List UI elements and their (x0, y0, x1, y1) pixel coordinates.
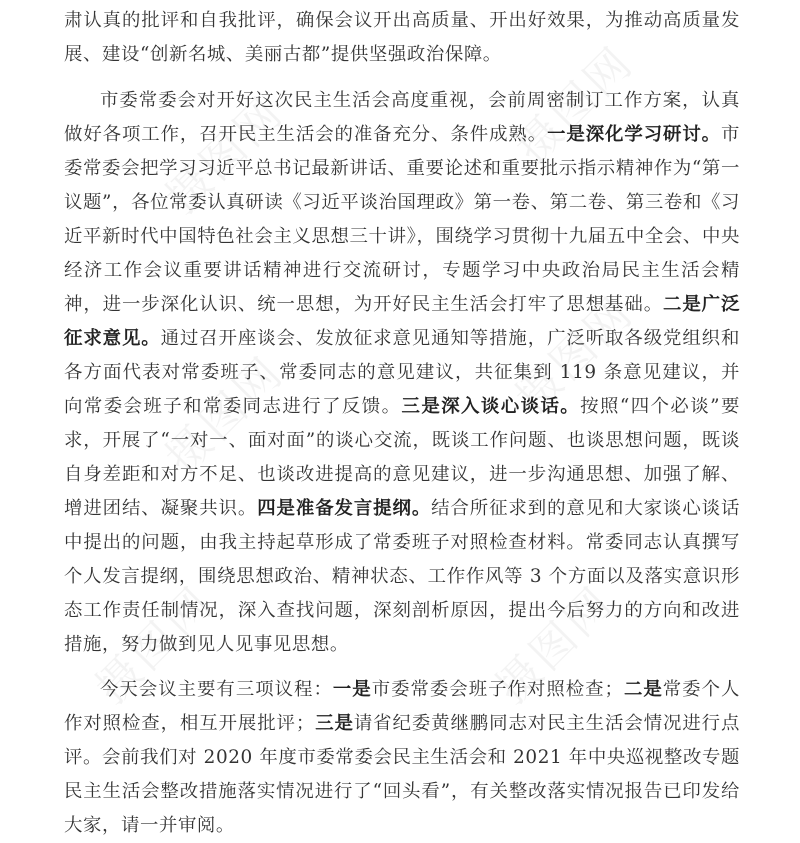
body-text: 请省纪委黄继鹏同志对民主生活会情况进行点评。会前我们对 2020 年度市委常委会民主生活会和 2021 年中央巡视整改专题民主生活会整改措施落实情况进行了“回头看”，有关整改落实情况报告已印发给大家，请一并审阅。 (64, 713, 740, 836)
body-text: 市委常委会把学习习近平总书记最新讲话、重要论述和重要批示指示精神作为“第一议题”，各位常委认真研读《习近平谈治国理政》第一卷、第二卷、第三卷和《习近平新时代中国特色社会主义思想三十讲》，围绕学习贯彻十九届五中全会、中央经济工作会议重要讲话精神进行交流研讨，专题学习中央政治局民主生活会精神，进一步深化认识、统一思想，为开好民主生活会打牢了思想基础。 (64, 124, 740, 315)
body-text: 通过召开座谈会、发放征求意见通知等措施，广泛听取各级党组织和各方面代表对常委班子、常委同志的意见建议，共征集到 119 条意见建议，并向常委会班子和常委同志进行了反馈。 (64, 328, 740, 417)
bold-heading-text: 二是广泛征求意见。 (64, 294, 740, 349)
body-text: 结合所征求到的意见和大家谈心谈话中提出的问题，由我主持起草形成了常委班子对照检查材料。常委同志认真撰写个人发言提纲，围绕思想政治、精神状态、工作作风等 3 个方面以及落实意识形态工作责任制情况，深入查找问题，深刻剖析原因，提出今后努力的方向和改进措施，努力做到见人见事见思想。 (64, 498, 740, 655)
body-text: 今天会议主要有三项议程： (100, 679, 333, 700)
body-text: 肃认真的批评和自我批评，确保会议开出高质量、开出好效果，为推动高质量发展、建设“创新名城、美丽古都”提供坚强政治保障。 (64, 10, 740, 65)
bold-heading-text: 四是准备发言提纲。 (257, 498, 432, 519)
body-text: 市委常委会班子作对照检查； (371, 679, 624, 700)
bold-heading-text: 二是 (623, 679, 663, 700)
body-text: 常委个人作对照检查，相互开展批评； (64, 679, 740, 734)
paragraph-2 (64, 84, 740, 662)
bold-heading-text: 三是深入谈心谈话。 (401, 396, 581, 417)
body-text: 按照“四个必谈”要求，开展了“一对一、面对面”的谈心交流，既谈工作问题、也谈思想问题，既谈自身差距和对方不足、也谈改进提高的意见建议，进一步沟通思想、加强了解、增进团结、凝聚共识。 (64, 396, 740, 519)
paragraph-1 (64, 4, 740, 72)
body-text: 市委常委会对开好这次民主生活会高度重视，会前周密制订工作方案，认真做好各项工作，召开民主生活会的准备充分、条件成熟。 (64, 90, 740, 145)
bold-heading-text: 一是深化学习研讨。 (547, 124, 721, 145)
paragraph-3 (64, 673, 740, 843)
bold-heading-text: 一是 (332, 679, 372, 700)
bold-heading-text: 三是 (314, 713, 354, 734)
